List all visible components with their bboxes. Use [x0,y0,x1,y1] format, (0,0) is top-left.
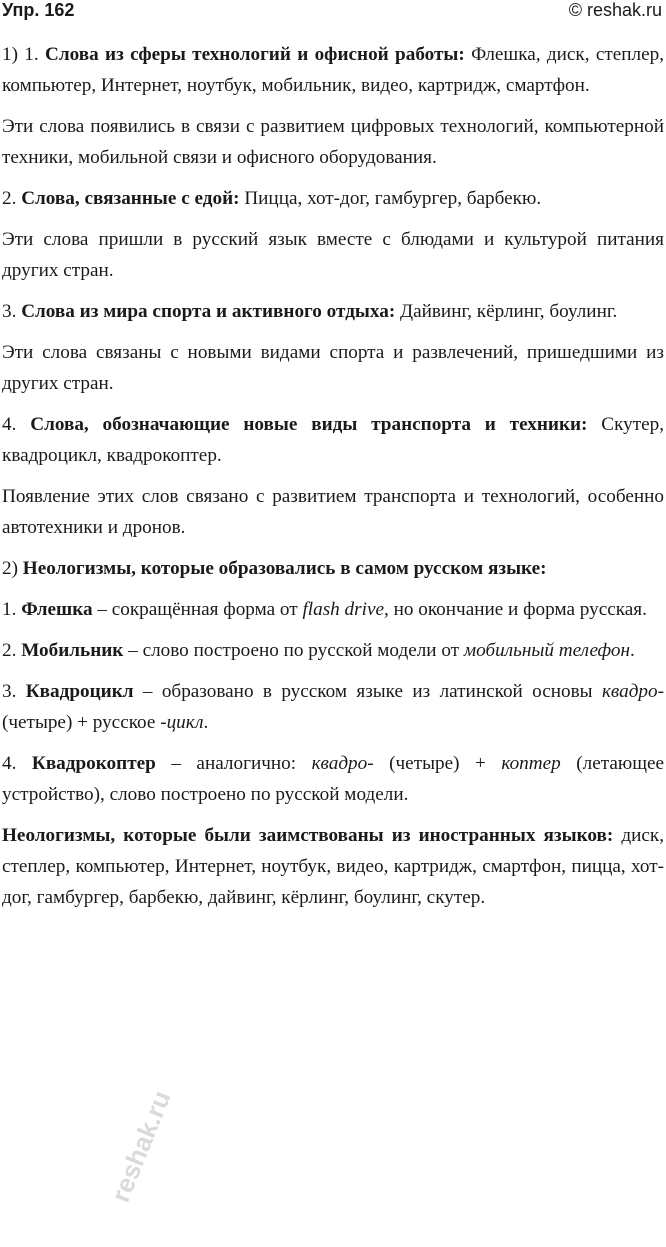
item-heading: Слова, связанные с едой: [21,188,240,209]
exercise-title: Упр. 162 [2,0,75,20]
item-explanation: Эти слова связаны с новыми видами спорта и развлечений, пришедшими из других стран. [2,342,664,394]
part1-prefix: 1) 1. [2,44,39,65]
part2-item-1 [2,594,664,625]
item-words: Дайвинг, кёрлинг, боулинг. [400,301,618,322]
part1-item-3 [2,296,664,327]
item-number: 2. [2,188,17,209]
part2-item-4 [2,748,664,810]
section-heading: Неологизмы, которые были заимствованы из иностранных языков: [2,825,614,846]
item-number: 4. [2,414,17,435]
item-word: Мобильник [21,640,124,661]
item-words: Скутер, квадроцикл, квадрокоптер. [2,414,665,466]
item-explanation: Эти слова пришли в русский язык вместе с блюдами и культурой питания других стран. [2,229,664,281]
item-text: – сокращённая форма от [92,599,303,620]
item-number: 1. [2,599,17,620]
borrowed-words: диск, степлер, компьютер, Интернет, ноутбук, видео, картридж, смартфон, пицца, хот-дог, гамбургер, барбекю, дайвинг, кёрлинг, боулинг, скутер. [2,825,665,908]
part2-prefix: 2) [2,558,18,579]
item-italic: -цикл [160,712,204,733]
item-word: Квадроцикл [25,681,134,702]
item-word: Флешка [21,599,93,620]
item-heading: Слова, обозначающие новые виды транспорта и техники: [30,414,588,435]
item-words: Пицца, хот-дог, гамбургер, барбекю. [244,188,542,209]
answer-text [2,39,664,913]
section-heading: Неологизмы, которые образовались в самом русском языке: [22,558,547,579]
item-text: – образовано в русском языке из латинской основы [133,681,602,702]
item-italic: коптер [501,753,561,774]
item-heading: Слова из мира спорта и активного отдыха: [21,301,396,322]
item-text: (четыре) + русское [2,712,161,733]
item-explanation: Эти слова появились в связи с развитием цифровых технологий, компьютерной техники, мобильной связи и офисного оборудования. [2,116,664,168]
page-header [2,0,664,24]
item-italic: квадро- [311,753,374,774]
part2-item-2 [2,635,664,666]
item-text: , но окончание и форма русская. [383,599,647,620]
item-word: Квадрокоптер [31,753,156,774]
item-italic: квадро- [601,681,664,702]
part1-item-4 [2,409,664,471]
borrowed-paragraph [2,820,664,913]
item-text: (четыре) + [373,753,502,774]
part1-item-2 [2,183,664,214]
item-text: – аналогично: [155,753,312,774]
item-text: (летающее устройство), слово построено по русской модели. [2,753,665,805]
part2-item-3 [2,676,664,738]
item-text: . [203,712,209,733]
item-number: 4. [2,753,17,774]
part2-heading [2,553,664,584]
part1-item-1 [2,39,664,101]
source-label: © reshak.ru [568,0,662,20]
item-number: 3. [2,301,17,322]
item-italic: flash drive [302,599,384,620]
item-number: 2. [2,640,17,661]
item-number: 3. [2,681,17,702]
item-words: Флешка, диск, степлер, компьютер, Интернет, ноутбук, мобильник, видео, картридж, смартфон. [2,44,665,96]
watermark [75,965,177,1207]
item-text: . [630,640,635,661]
watermark-text: reshak.ru [105,1086,177,1207]
item-explanation: Появление этих слов связано с развитием транспорта и технологий, особенно автотехники и дронов. [2,486,664,538]
item-italic: мобильный телефон [463,640,630,661]
item-text: – слово построено по русской модели от [123,640,464,661]
item-heading: Слова из сферы технологий и офисной работы: [45,44,465,65]
